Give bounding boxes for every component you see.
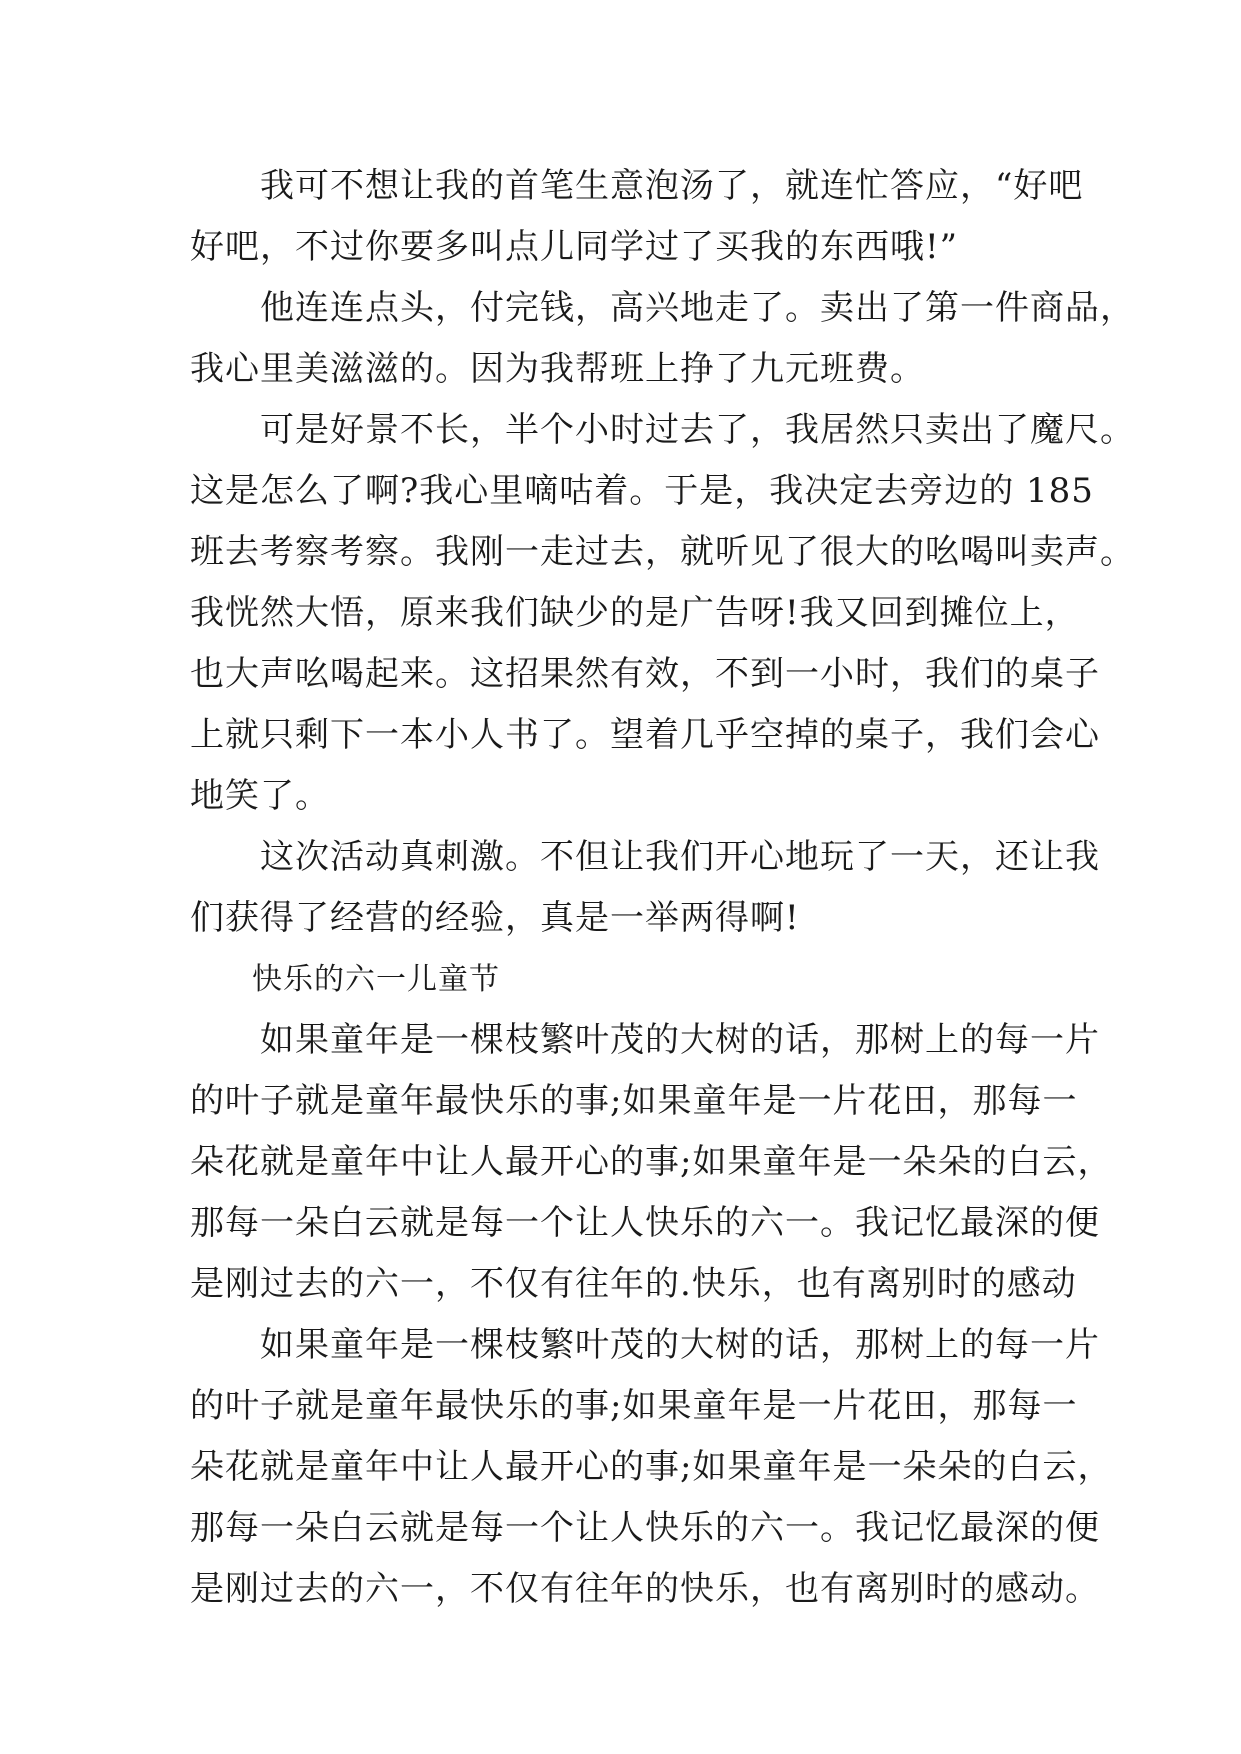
- text-line: 那每一朵白云就是每一个让人快乐的六一。我记忆最深的便: [190, 1508, 1100, 1548]
- text-line: 那每一朵白云就是每一个让人快乐的六一。我记忆最深的便: [190, 1203, 1100, 1243]
- section-title: 快乐的六一儿童节: [190, 962, 500, 997]
- text-line: 这是怎么了啊?我心里嘀咕着。于是，我决定去旁边的 185: [190, 471, 1094, 511]
- text-line: 们获得了经营的经验，真是一举两得啊!: [190, 898, 800, 938]
- text-line: 朵花就是童年中让人最开心的事;如果童年是一朵朵的白云，: [190, 1142, 1113, 1182]
- text-line: 可是好景不长，半个小时过去了，我居然只卖出了魔尺。: [190, 410, 1135, 450]
- text-line: 朵花就是童年中让人最开心的事;如果童年是一朵朵的白云，: [190, 1447, 1113, 1487]
- text-line: 这次活动真刺激。不但让我们开心地玩了一天，还让我: [190, 837, 1100, 877]
- text-line: 好吧，不过你要多叫点儿同学过了买我的东西哦!”: [190, 227, 959, 267]
- text-line: 我可不想让我的首笔生意泡汤了，就连忙答应，“好吧: [190, 166, 1084, 206]
- text-line: 他连连点头，付完钱，高兴地走了。卖出了第一件商品，: [190, 288, 1135, 328]
- text-line: 的叶子就是童年最快乐的事;如果童年是一片花田，那每一: [190, 1081, 1078, 1121]
- text-line: 如果童年是一棵枝繁叶茂的大树的话，那树上的每一片: [190, 1020, 1100, 1060]
- text-line: 我恍然大悟，原来我们缺少的是广告呀!我又回到摊位上，: [190, 593, 1080, 633]
- essay-body: [190, 156, 1135, 1620]
- text-line: 我心里美滋滋的。因为我帮班上挣了九元班费。: [190, 349, 925, 389]
- text-line: 的叶子就是童年最快乐的事;如果童年是一片花田，那每一: [190, 1386, 1078, 1426]
- text-line: 地笑了。: [190, 776, 330, 816]
- text-line: 上就只剩下一本小人书了。望着几乎空掉的桌子，我们会心: [190, 715, 1100, 755]
- text-line: 如果童年是一棵枝繁叶茂的大树的话，那树上的每一片: [190, 1325, 1100, 1365]
- text-line: 也大声吆喝起来。这招果然有效，不到一小时，我们的桌子: [190, 654, 1100, 694]
- text-line: 是刚过去的六一，不仅有往年的.快乐，也有离别时的感动: [190, 1264, 1077, 1304]
- text-line: 班去考察考察。我刚一走过去，就听见了很大的吆喝叫卖声。: [190, 532, 1135, 572]
- text-line: 是刚过去的六一，不仅有往年的快乐，也有离别时的感动。: [190, 1569, 1100, 1609]
